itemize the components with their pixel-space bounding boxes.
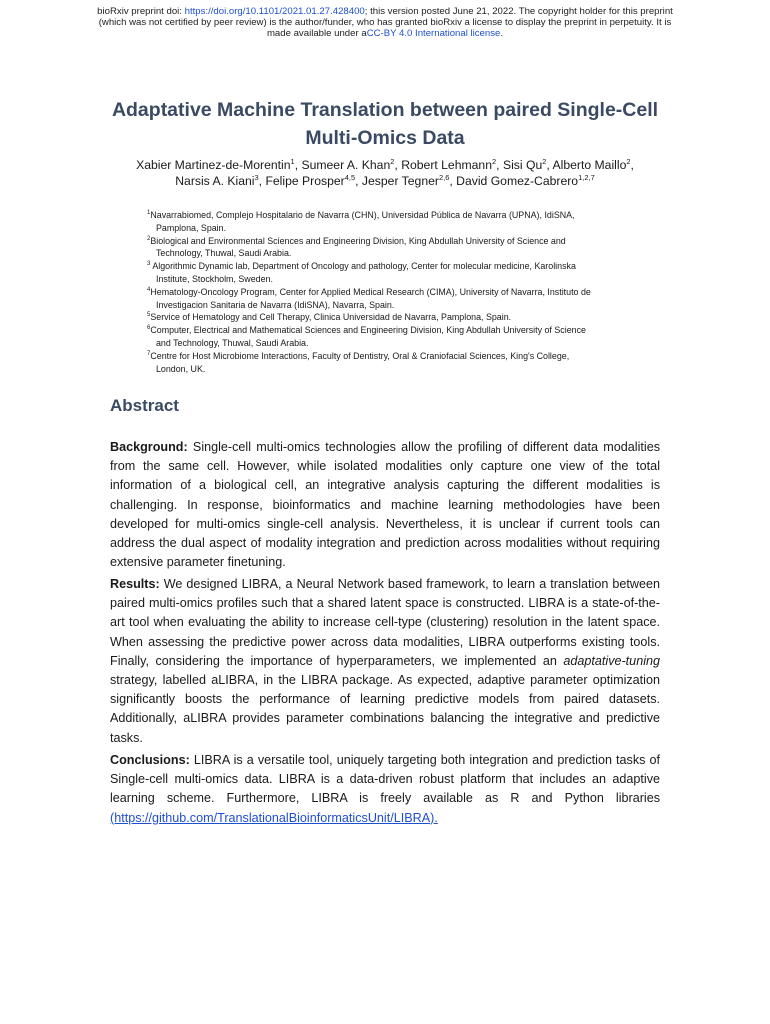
preprint-notice-line-1 — [40, 6, 730, 17]
author: Sisi Qu$^2$, — [502, 156, 553, 172]
doi-link[interactable]: https://doi.org/10.1101/2021.01.27.428400 — [184, 6, 365, 17]
preprint-notice — [40, 6, 730, 39]
conclusions-label: Conclusions: — [110, 753, 190, 767]
github-link[interactable]: (https://github.com/TranslationalBioinformaticsUnit/LIBRA). — [110, 810, 438, 825]
affiliation-item: $^3$ Algorithmic Dynamic lab, Department of Oncology and pathology, Center for molecular medicine, Karolinska Institute, Stockholm, Sweden. — [147, 261, 576, 284]
results-italic: adaptative-tuning — [563, 653, 660, 668]
affiliation-item: $^4$Hematology-Oncology Program, Center for Applied Medical Research (CIMA), University of Navarra, Instituto de Investigacion Sanitaria de Navarra (IdiSNA), Navarra, Spain. — [147, 286, 591, 310]
notice-prefix: bioRxiv preprint doi: — [97, 6, 185, 17]
author: David Gomez-Cabrero$^{1,2,7}$ — [456, 172, 595, 188]
affiliation-item: $^2$Biological and Environmental Sciences and Engineering Division, King Abdullah University of Science and Technology, Thuwal, Saudi Arabia. — [147, 235, 566, 259]
notice-suffix: ; this version posted June 21, 2022. The copyright holder for this preprint — [364, 6, 673, 17]
background-label: Background: — [110, 440, 188, 454]
abstract-background — [110, 438, 660, 572]
license-link[interactable]: CC-BY 4.0 International license — [366, 28, 501, 39]
background-text: Single-cell multi-omics technologies allow the profiling of different data modalities from the same cell. However, while isolated modalities only capture one view of the total information of a biological cell, an integrative analysis capturing the different modalities is challenging. In response, bioinformatics and machine learning methodologies have been developed for multi-omics single-cell analysis. Nevertheless, it is unclear if current tools can address the dual aspect of modality integration and prediction across modalities without requiring extensive parameter finetuning. — [110, 440, 660, 570]
author: Felipe Prosper$^{4,5}$, — [265, 172, 362, 188]
conclusions-text: LIBRA is a versatile tool, uniquely targeting both integration and prediction tasks of Single-cell multi-omics data. LIBRA is a data-driven robust platform that includes an adaptive learning scheme. Furthermore, LIBRA is freely available as R and Python libraries — [110, 753, 660, 806]
affiliation-item: $^7$Centre for Host Microbiome Interactions, Faculty of Dentistry, Oral & Craniofacial Sciences, King's College, London, UK. — [147, 350, 570, 374]
abstract-heading: Abstract — [110, 396, 179, 415]
preprint-notice-line-2: (which was not certified by peer review) is the author/funder, who has granted bioRxiv a license to display the preprint in perpetuity. It is — [98, 17, 672, 28]
affiliation-item: $^1$Navarrabiomed, Complejo Hospitalario de Navarra (CHN), Universidad Pública de Navarra (UPNA), IdiSNA, Pamplona, Spain. — [147, 210, 575, 233]
author: Xabier Martinez-de-Morentin$^1$, — [136, 156, 302, 172]
affiliation-item: $^6$Computer, Electrical and Mathematical Sciences and Engineering Division, King Abdullah University of Science and Technology, Thuwal, Saudi Arabia. — [147, 325, 586, 348]
author: Jesper Tegner$^{2,6}$, — [361, 172, 457, 188]
affiliation-item: $^5$Service of Hematology and Cell Therapy, Clinica Universidad de Navarra, Pamplona, Spain. — [147, 312, 512, 323]
paper-title: Adaptative Machine Translation between paired Single-Cell Multi-Omics Data — [111, 99, 659, 149]
author: Narsis A. Kiani$^3$, — [175, 172, 266, 188]
results-label: Results: — [110, 577, 160, 591]
license-prefix: made available under a — [266, 28, 367, 39]
abstract-results — [110, 575, 660, 748]
abstract-conclusions — [110, 751, 660, 828]
author: Robert Lehmann$^2$, — [401, 156, 503, 172]
author-list — [95, 157, 675, 189]
results-text-1: We designed LIBRA, a Neural Network based framework, to learn a translation between paired multi-omics profiles such that a shared latent space is constructed. LIBRA is a state-of-the-art tool when evaluating the ability to increase cell-type (clustering) resolution in the latent space. When assessing the predictive power across data modalities, LIBRA outperforms existing tools. Finally, considering the importance of hyperparameters, we implemented an — [110, 577, 660, 668]
results-text-2: strategy, labelled aLIBRA, in the LIBRA package. As expected, adaptive parameter optimization significantly boosts the performance of learning predictive models from paired datasets. Additionally, aLIBRA provides parameter combinations balancing the integrative and predictive tasks. — [110, 673, 660, 745]
author: Sumeer A. Khan$^2$, — [301, 156, 402, 172]
author: Alberto Maillo$^2$, — [552, 156, 634, 172]
preprint-notice-line-3 — [40, 28, 730, 39]
license-suffix: . — [500, 28, 504, 39]
affiliation-list — [147, 209, 624, 375]
